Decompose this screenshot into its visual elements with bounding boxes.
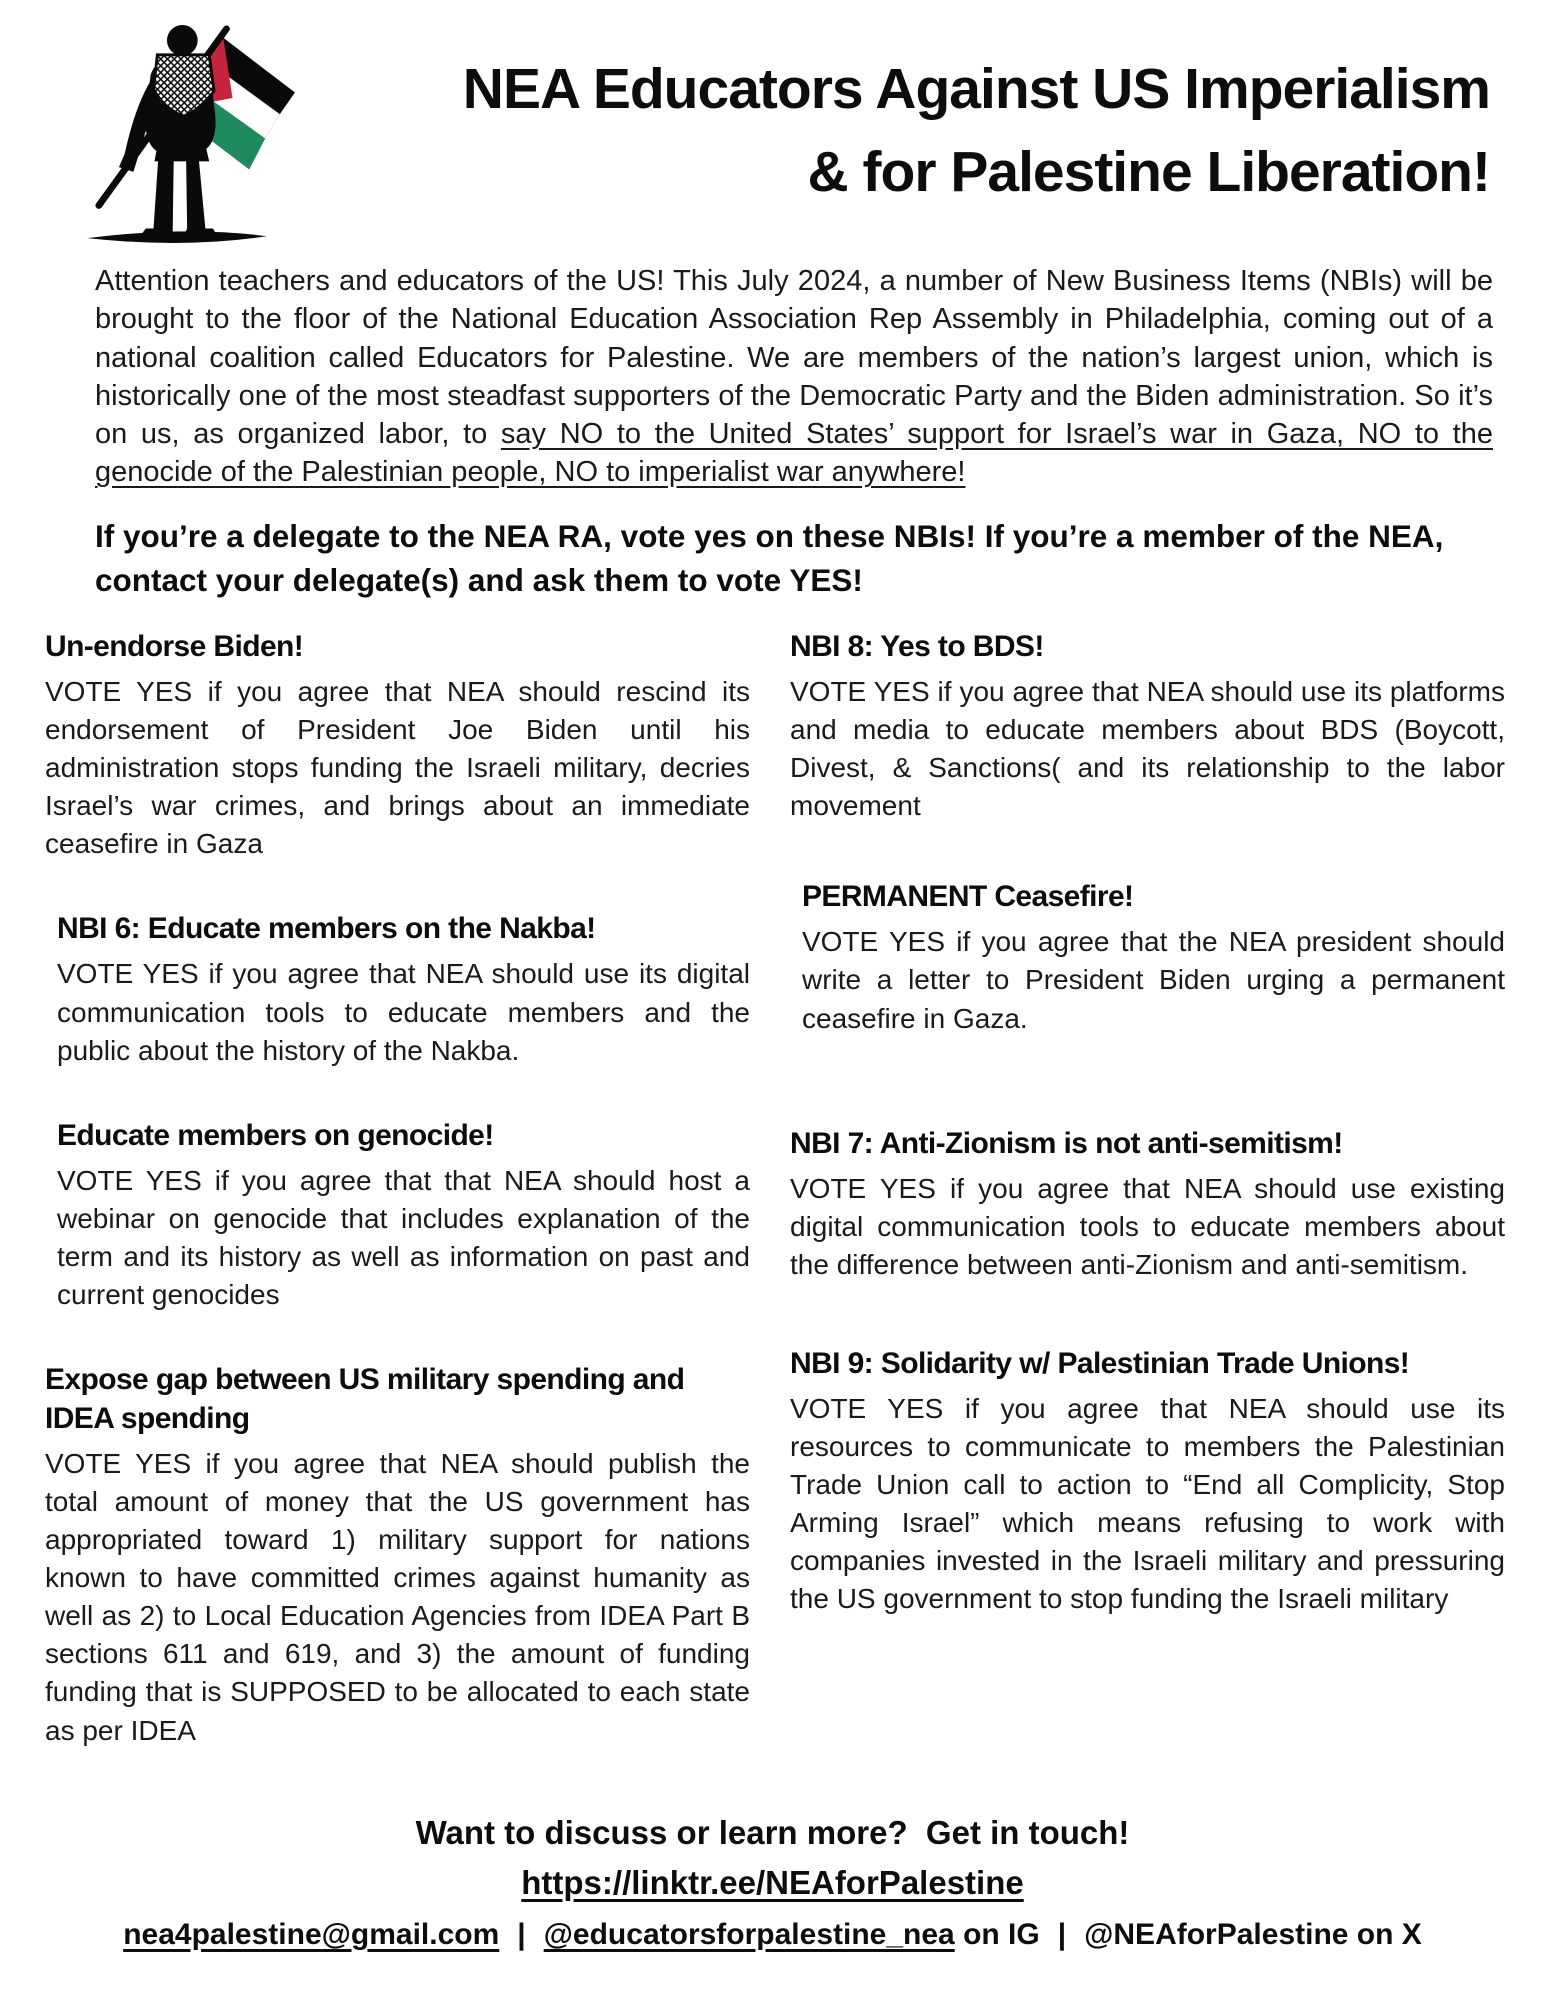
- section-body: VOTE YES if you agree that the NEA president should write a letter to President Biden urging a permanent ceasefire in Gaza.: [802, 926, 1505, 1034]
- linktree-link[interactable]: https://linktr.ee/NEAforPalestine: [521, 1863, 1024, 1901]
- right-column: [790, 627, 1505, 1796]
- page-title: [310, 48, 1490, 213]
- footer-contacts: [0, 1918, 1545, 1952]
- section-body: VOTE YES if you agree that NEA should use existing digital communication tools to educate members about the difference between anti-Zionism and anti-semitism.: [790, 1172, 1505, 1280]
- contacts-separator: |: [517, 1917, 526, 1951]
- section-permanent-ceasefire: [790, 877, 1505, 1037]
- section-nbi9-trade-unions: [790, 1344, 1505, 1618]
- section-body: VOTE YES if you agree that NEA should use its digital communication tools to educate members and the public about the history of the Nakba.: [57, 958, 750, 1066]
- nbi-columns: [45, 627, 1505, 1796]
- header: [0, 0, 1545, 252]
- section-title: NBI 6: Educate members on the Nakba!: [57, 912, 596, 946]
- page-title-line1: NEA Educators Against US Imperialism: [462, 57, 1490, 121]
- section-body: VOTE YES if you agree that NEA should rescind its endorsement of President Joe Biden until his administration stops funding the Israeli military, decries Israel’s war crimes, and brings about an immediate ceasefire in Gaza: [45, 676, 750, 860]
- section-title: Educate members on genocide!: [57, 1118, 494, 1152]
- section-title: NBI 9: Solidarity w/ Palestinian Trade Unions!: [790, 1346, 1410, 1380]
- section-title: NBI 8: Yes to BDS!: [790, 630, 1044, 664]
- email-link[interactable]: nea4palestine@gmail.com: [123, 1917, 500, 1951]
- section-title: Un-endorse Biden!: [45, 630, 304, 664]
- section-body: VOTE YES if you agree that NEA should use its platforms and media to educate members about BDS (Boycott, Divest, & Sanctions( and its relationship to the labor movement: [790, 676, 1505, 822]
- section-nbi7-antizionism: [790, 1124, 1505, 1284]
- palestine-flag-figure-icon: [70, 14, 310, 252]
- left-column: [45, 627, 750, 1796]
- section-body: VOTE YES if you agree that NEA should publish the total amount of money that the US government has appropriated toward 1) military support for nations known to have committed crimes against humanity as well as 2) to Local Education Agencies from IDEA Part B sections 611 and 619, and 3) the amount of funding funding that is SUPPOSED to be allocated to each state as per IDEA: [45, 1447, 750, 1746]
- section-title: PERMANENT Ceasefire!: [802, 880, 1134, 914]
- x-handle-text: @NEAforPalestine on X: [1084, 1917, 1422, 1951]
- intro-paragraph: [95, 262, 1493, 492]
- footer-prompt: Want to discuss or learn more? Get in touch!: [415, 1813, 1130, 1851]
- cta-paragraph: If you’re a delegate to the NEA RA, vote yes on these NBIs! If you’re a member of the NEA, contact your delegate(s) and ask them to vote YES!: [95, 517, 1444, 599]
- section-nbi6-nakba: [45, 909, 750, 1069]
- section-educate-genocide: [45, 1116, 750, 1314]
- section-title: NBI 7: Anti-Zionism is not anti-semitism!: [790, 1126, 1343, 1160]
- section-unendorse-biden: [45, 627, 750, 863]
- section-nbi8-bds: [790, 627, 1505, 825]
- section-body: VOTE YES if you agree that NEA should use its resources to communicate to members the Palestinian Trade Union call to action to “End all Complicity, Stop Arming Israel” which means refusing to work with companies invested in the Israeli military and pressuring the US government to stop funding the Israeli military: [790, 1392, 1505, 1615]
- section-title: Expose gap between US military spending and IDEA spending: [45, 1362, 685, 1435]
- intro-underlined-text: say NO to the United States’ support for Israel’s war in Gaza, NO to the genocide of the Palestinian people, NO to imperialist war anywhere!: [95, 418, 1493, 489]
- page-title-line2: & for Palestine Liberation!: [807, 139, 1490, 204]
- intro-text: Attention teachers and educators of the US! This July 2024, a number of New Business Items (NBIs) will be brought to the floor of the National Education Association Rep Assembly in Philadelphia, coming out of a national coalition called Educators for Palestine. We are members of the nation’s largest union, which is historically one of the most steadfast supporters of the Democratic Party and the Biden administration. So it’s on us, as organized labor, to: [95, 265, 1493, 451]
- instagram-suffix: on IG: [954, 1917, 1040, 1951]
- contacts-separator: |: [1057, 1917, 1067, 1951]
- footer: [0, 1814, 1545, 1952]
- section-body: VOTE YES if you agree that that NEA should host a webinar on genocide that includes explanation of the term and its history as well as information on past and current genocides: [57, 1164, 750, 1310]
- section-expose-spending-gap: [45, 1360, 750, 1750]
- instagram-handle-link[interactable]: @educatorsforpalestine_nea: [543, 1917, 955, 1951]
